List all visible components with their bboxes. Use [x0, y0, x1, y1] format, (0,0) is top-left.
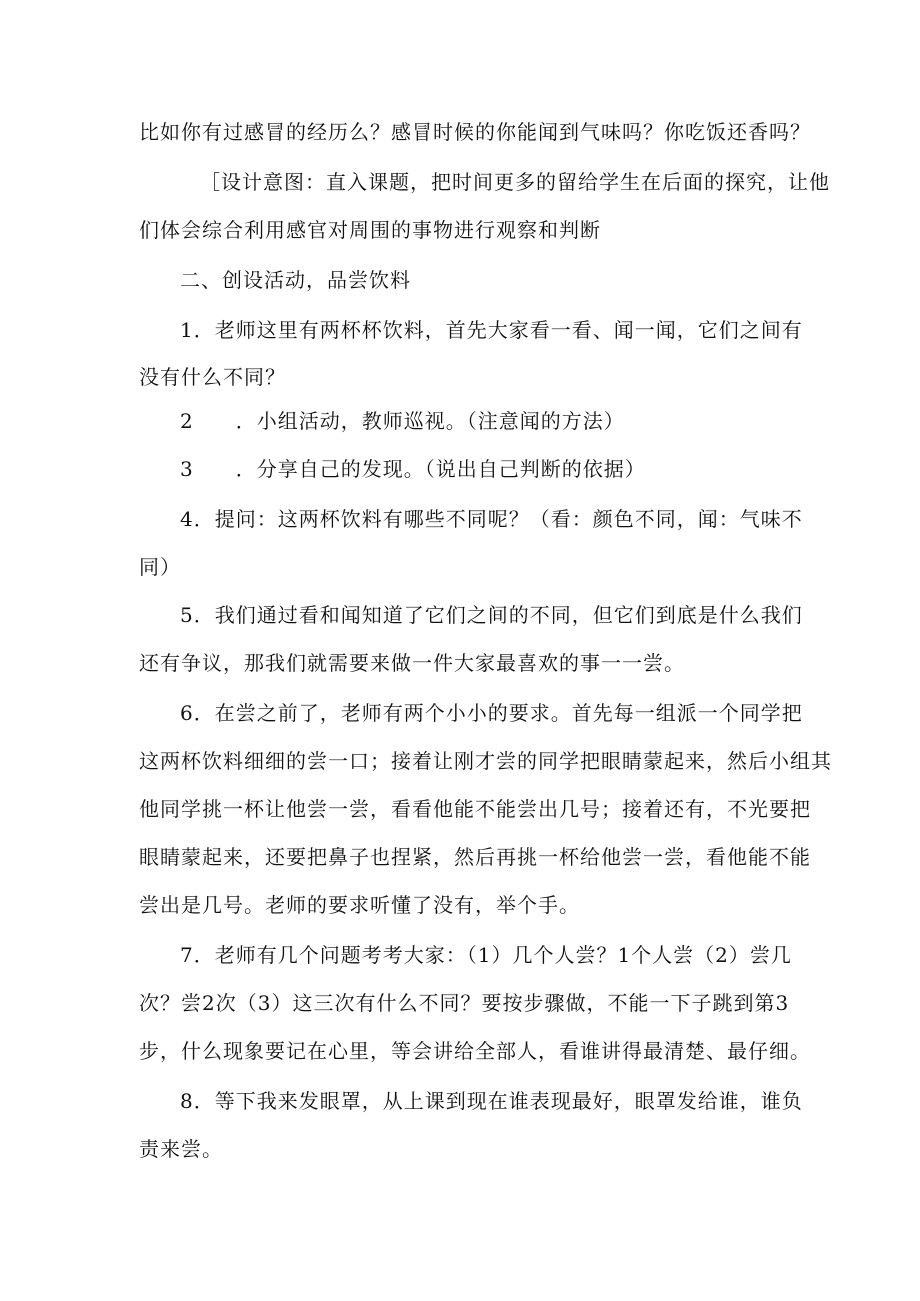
paragraph-line: 没有什么不同？ [139, 365, 286, 389]
paragraph-line: 步，什么现象要记在心里，等会讲给全部人，看谁讲得最清楚、最仔细。 [139, 1039, 811, 1063]
paragraph-line: 还有争议，那我们就需要来做一件大家最喜欢的事一一尝。 [139, 651, 685, 675]
paragraph-line: 5．我们通过看和闻知道了它们之间的不同，但它们到底是什么我们 [180, 603, 803, 627]
paragraph-line: 这两杯饮料细细的尝一口；接着让刚才尝的同学把眼睛蒙起来，然后小组其 [139, 749, 832, 773]
paragraph-line: ［设计意图：直入课题，把时间更多的留给学生在后面的探究，让他 [200, 170, 830, 194]
paragraph-line: 6．在尝之前了，老师有两个小小的要求。首先每一组派一个同学把 [180, 701, 803, 725]
paragraph-line: 同） [139, 555, 181, 579]
paragraph-line: 次？尝2次（3）这三次有什么不同？要按步骤做，不能一下子跳到第3 [139, 991, 790, 1015]
paragraph-line: 们体会综合利用感官对周围的事物进行观察和判断 [139, 218, 601, 242]
paragraph-line: 眼睛蒙起来，还要把鼻子也捏紧，然后再挑一杯给他尝一尝，看他能不能 [139, 845, 811, 869]
section-heading: 二、创设活动，品尝饮料 [180, 268, 411, 292]
paragraph-line: 3 ．分享自己的发现。（说出自己判断的依据） [180, 457, 646, 481]
paragraph-line: 8．等下我来发眼罩，从上课到现在谁表现最好，眼罩发给谁，谁负 [180, 1089, 803, 1113]
paragraph-line: 7．老师有几个问题考考大家：（1）几个人尝？1个人尝（2）尝几 [180, 943, 792, 967]
paragraph-line: 4．提问：这两杯饮料有哪些不同呢？（看：颜色不同，闻：气味不 [180, 507, 803, 531]
paragraph-line: 责来尝。 [139, 1137, 223, 1161]
paragraph-line: 1．老师这里有两杯杯饮料，首先大家看一看、闻一闻，它们之间有 [180, 318, 803, 342]
paragraph-line: 尝出是几号。老师的要求听懂了没有，举个手。 [139, 893, 580, 917]
paragraph-line: 比如你有过感冒的经历么？感冒时候的你能闻到气味吗？你吃饭还香吗？ [139, 120, 811, 144]
paragraph-line: 他同学挑一杯让他尝一尝，看看他能不能尝出几号；接着还有，不光要把 [139, 797, 811, 821]
paragraph-line: 2 ．小组活动，教师巡视。（注意闻的方法） [180, 409, 625, 433]
